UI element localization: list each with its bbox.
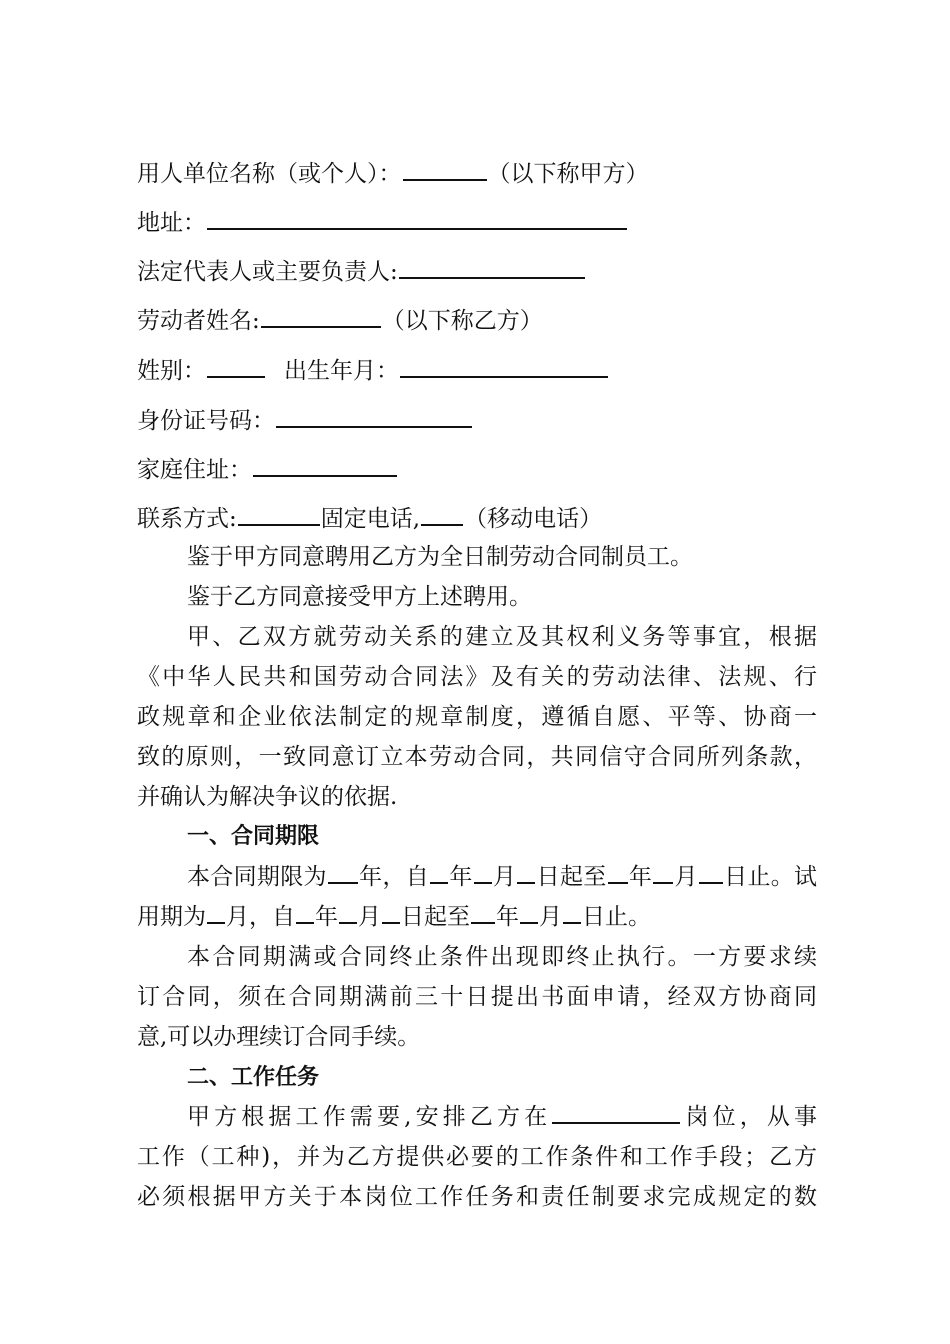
renew-line: 意,可以办理续订合同手续。 xyxy=(137,1024,421,1050)
employer-line xyxy=(137,157,817,191)
legal-rep-label: 法定代表人或主要负责人: xyxy=(137,259,398,285)
trial-start-month-blank[interactable] xyxy=(339,900,357,924)
preamble-p1: 鉴于甲方同意聘用乙方为全日制劳动合同制员工。 xyxy=(187,544,693,570)
trial-line xyxy=(137,900,817,934)
contact-fixed-label: 固定电话, xyxy=(320,506,421,532)
gender-label: 姓别： xyxy=(137,358,206,384)
start-day-blank[interactable] xyxy=(517,860,535,884)
trial-text: 月 xyxy=(539,904,562,930)
term-text: 月 xyxy=(674,864,698,890)
preamble-p3-line: 甲、乙双方就劳动关系的建立及其权利义务等事宜，根据 xyxy=(187,624,817,650)
start-month-blank[interactable] xyxy=(474,860,492,884)
start-year-blank[interactable] xyxy=(430,860,448,884)
employer-label: 用人单位名称（或个人）： xyxy=(137,161,402,187)
task-text: 岗位，从事 xyxy=(681,1104,818,1130)
term-text: 本合同期限为 xyxy=(187,864,327,890)
trial-end-day-blank[interactable] xyxy=(563,900,581,924)
section1-title: 一、合同期限 xyxy=(187,824,320,849)
trial-text: 月 xyxy=(358,904,381,930)
address-label: 地址： xyxy=(137,210,206,236)
renew-line: 本合同期满或合同终止条件出现即终止执行。一方要求续 xyxy=(187,944,817,970)
employer-blank[interactable] xyxy=(403,157,487,181)
trial-text: 年 xyxy=(315,904,338,930)
home-label: 家庭住址： xyxy=(137,457,252,483)
task-line: 工作（工种)，并为乙方提供必要的工作条件和工作手段；乙方 xyxy=(137,1144,817,1170)
trial-text: 用期为 xyxy=(137,904,206,930)
preamble-p3-line: 政规章和企业依法制定的规章制度，遵循自愿、平等、协商一 xyxy=(137,704,817,730)
fixed-phone-blank[interactable] xyxy=(238,502,320,526)
task-line xyxy=(187,1100,817,1134)
trial-start-year-blank[interactable] xyxy=(296,900,314,924)
trial-end-year-blank[interactable] xyxy=(471,900,495,924)
home-line xyxy=(137,453,817,487)
employer-suffix: （以下称甲方） xyxy=(487,161,649,187)
mobile-phone-blank[interactable] xyxy=(421,502,463,526)
id-label: 身份证号码： xyxy=(137,408,275,434)
contact-mobile-label: （移动电话） xyxy=(464,506,603,532)
task-line: 必须根据甲方关于本岗位工作任务和责任制要求完成规定的数 xyxy=(137,1184,817,1210)
home-blank[interactable] xyxy=(253,453,397,477)
address-line xyxy=(137,206,817,240)
renew-line: 订合同，须在合同期满前三十日提出书面申请，经双方协商同 xyxy=(137,984,817,1010)
id-blank[interactable] xyxy=(276,404,472,428)
birth-blank[interactable] xyxy=(400,354,608,378)
trial-text: 年 xyxy=(496,904,519,930)
legal-rep-line xyxy=(137,255,817,289)
address-blank[interactable] xyxy=(207,206,627,230)
term-text: 月 xyxy=(492,864,517,890)
section2-title: 二、工作任务 xyxy=(187,1065,320,1090)
trial-text: 日止。 xyxy=(582,904,651,930)
term-text: 日起至 xyxy=(536,864,607,890)
trial-text: 月，自 xyxy=(226,904,295,930)
worker-name-label: 劳动者姓名: xyxy=(137,308,260,334)
worker-name-line xyxy=(137,304,817,338)
term-text: 年，自 xyxy=(358,864,430,890)
position-blank[interactable] xyxy=(552,1100,680,1124)
worker-name-suffix: （以下称乙方） xyxy=(381,308,543,334)
id-line xyxy=(137,404,817,438)
term-line xyxy=(187,860,817,894)
contact-line xyxy=(137,502,817,536)
contact-label: 联系方式: xyxy=(137,506,237,532)
preamble-p3-line: 《中华人民共和国劳动合同法》及有关的劳动法律、法规、行 xyxy=(137,664,817,690)
term-text: 年 xyxy=(449,864,473,890)
end-month-blank[interactable] xyxy=(653,860,673,884)
gender-blank[interactable] xyxy=(207,354,265,378)
preamble-p3-line: 并确认为解决争议的依据. xyxy=(137,784,398,810)
legal-rep-blank[interactable] xyxy=(399,255,585,279)
end-year-blank[interactable] xyxy=(608,860,628,884)
birth-label: 出生年月： xyxy=(284,358,399,384)
term-years-blank[interactable] xyxy=(328,860,358,884)
gender-birth-line xyxy=(137,354,817,388)
trial-start-day-blank[interactable] xyxy=(382,900,400,924)
task-text: 甲方根据工作需要,安排乙方在 xyxy=(187,1104,552,1130)
preamble-p2: 鉴于乙方同意接受甲方上述聘用。 xyxy=(187,584,532,610)
trial-months-blank[interactable] xyxy=(207,900,225,924)
end-day-blank[interactable] xyxy=(699,860,723,884)
trial-end-month-blank[interactable] xyxy=(520,900,538,924)
term-text: 日止。试 xyxy=(723,864,818,890)
preamble-p3-line: 致的原则，一致同意订立本劳动合同，共同信守合同所列条款， xyxy=(137,744,817,770)
term-text: 年 xyxy=(628,864,653,890)
trial-text: 日起至 xyxy=(401,904,470,930)
worker-name-blank[interactable] xyxy=(261,304,381,328)
